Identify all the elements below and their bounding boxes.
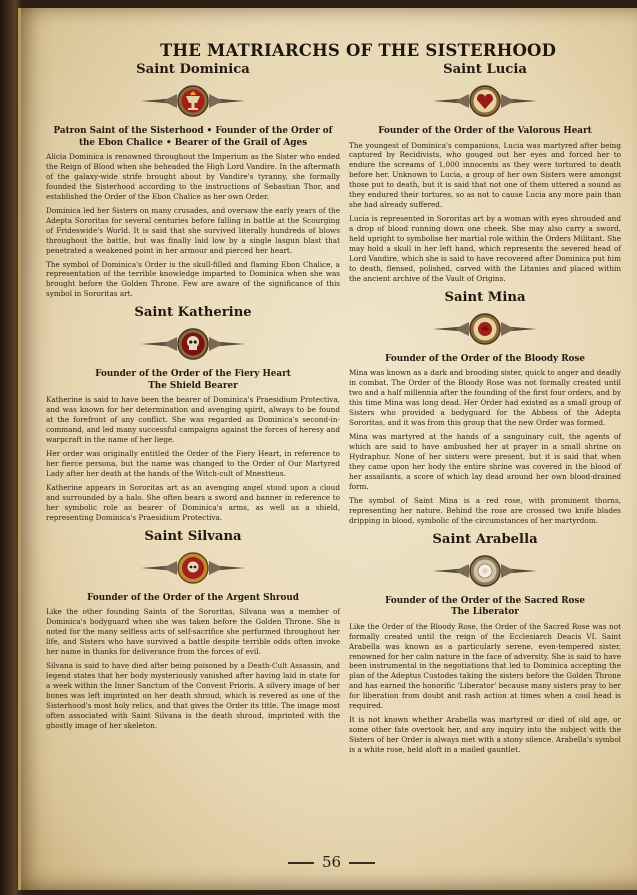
- paragraph: Mina was known as a dark and brooding sister, quick to anger and deadly in combat. The Order of the Bloody Rose was not formally created until two and a half millennia after the founding of the first four orders, and by this time Mina was long dead. Her Order had existed as a small group of Sisters who provided a bodyguard for the Abbess of the Adepta Sororitas, and it was from this group that the new Order was formed.: [349, 368, 621, 428]
- paragraph: Katherine is said to have been the bearer of Dominica's Praesidium Protectiva, and was known for her determination and avenging spirit, always to be found at the forefront of any conflict. She was regarded as Dominica's second-in-command, and led many successful campaigns against the forces of heresy and warpcraft in the name of her liege.: [46, 395, 340, 445]
- page-number: [280, 853, 380, 871]
- bleeding-heart-icon: [425, 82, 545, 120]
- section-mina: [349, 290, 621, 526]
- page-number-text: 56: [322, 853, 342, 871]
- emblem-mina: [425, 310, 545, 348]
- paragraph: Like the Order of the Bloody Rose, the Order of the Sacred Rose was not formally created until the reign of the Ecclesiarch Deacis VI. Saint Arabella was known as a particularly serene, even-tempered sister, renowned for her calm nature in the face of adversity. She is said to have been instrumental in the negotiations that led to Dominica accepting the plan of the Adeptus Custodes taking the sisters before the Golden Throne and has earned the honorific 'Liberator' because many sisters pray to her for liberation from doubt and rash action at times when a cool head is required.: [349, 621, 621, 711]
- subheading-mina: Founder of the Order of the Bloody Rose: [385, 353, 585, 364]
- paragraph: Alicia Dominica is renowned throughout the Imperium as the Sister who ended the Reign of Blood when she beheaded the High Lord Vandire. In the aftermath of the galaxy-wide strife brought about by Vandire's tyranny, she formally founded the Sisterhood according to the instructions of Sebastian Thor, and established the Order of the Ebon Chalice as her own Order.: [46, 152, 340, 201]
- section-title-katherine: Saint Katherine: [134, 305, 252, 321]
- skull-heart-icon: [133, 325, 253, 363]
- paragraph: The symbol of Dominica's Order is the skull-filled and flaming Ebon Chalice, a representation of the terrible knowledge imparted to Dominica when she was brought before the Golden Throne. Few are aware of the significance of this symbol in Sororitas art.: [46, 259, 340, 299]
- paragraph: Lucia is represented in Sororitas art by a woman with eyes shrouded and a drop of blood running down one cheek. She may also carry a sword, held upright to symbolise her martial role within the Orders Militant. She may hold a skull in her left hand, which represents the severed head of Lord Vandire, which she is said to have recovered after Dominica put him to death, flensed, polished, carved with the Litanies and placed within the ancient archive of the Vault of Origins.: [349, 214, 621, 283]
- emblem-lucia: [425, 82, 545, 120]
- skull-halo-icon: [133, 549, 253, 587]
- paragraph: Silvana is said to have died after being poisoned by a Death-Cult Assassin, and legend states that her body mysteriously vanished after having laid in state for a week within the Inner Sanctum of the Convent Prioris. A silvery image of her bones was left imprinted on her death shroud, which is revered as one of the Sisterhood's most holy relics, and that gives the Order its title. The image most often associated with Saint Silvana is the death shroud, imprinted with the ghostly image of her skeleton.: [46, 661, 340, 730]
- page-number-rule-right: [349, 862, 375, 864]
- paragraph: Like the other founding Saints of the Sororitas, Silvana was a member of Dominica's bodyguard when she was taken before the Golden Throne. She is noted for the many selfless acts of self-sacrifice she performed throughout her life, and Sisters who have survived a battle despite terrible odds often invoke her name in thanks for deliverance from the forces of evil.: [46, 607, 340, 657]
- paragraph: The youngest of Dominica's companions, Lucia was martyred after being captured by Recidivists, who gouged out her eyes and forced her to endure the screams of 1,000 innocents as they were tortured to death before her. Unknown to Lucia, a group of her own Sisters were amongst those put to death, but it is said that not one of them uttered a sound as they endured their tortures, so as not to cause Lucia any more pain than she had already suffered.: [349, 140, 621, 210]
- section-title-lucia: Saint Lucia: [443, 62, 527, 77]
- right-column: [349, 62, 621, 759]
- emblem-arabella: [425, 552, 545, 590]
- section-title-mina: Saint Mina: [444, 289, 526, 305]
- paragraph: Mina was martyred at the hands of a sanguinary cult, the agents of which are said to have ambushed her at prayer in a small shrine on Hydraphur. None of her sisters were present, but it is said that when they came upon her body the entire shrine was covered in the blood of her assailants, a score of which lay dead around her own blood-drained form.: [349, 432, 621, 491]
- section-katherine: [46, 305, 340, 522]
- paragraph: Her order was originally entitled the Order of the Fiery Heart, in reference to her fierce persona, but the name was changed to the Order of Our Martyred Lady after her death at the hands of the Witch-cult of Mnestteus.: [46, 449, 340, 479]
- white-rose-icon: [425, 552, 545, 590]
- section-dominica: [46, 62, 340, 299]
- section-title-arabella: Saint Arabella: [432, 531, 538, 547]
- subheading-katherine-1: Founder of the Order of the Fiery Heart: [95, 369, 291, 380]
- subheading-dominica: Patron Saint of the Sisterhood • Founder of the Order of the Ebon Chalice • Bearer of the Grail of Ages: [53, 126, 333, 148]
- rose-icon: [425, 310, 545, 348]
- section-title-dominica: Saint Dominica: [136, 62, 250, 77]
- left-column: [46, 62, 340, 735]
- subheading-arabella-1: Founder of the Order of the Sacred Rose: [385, 595, 585, 606]
- section-silvana: [46, 529, 340, 731]
- flaming-chalice-icon: [133, 82, 253, 120]
- section-lucia: [349, 62, 621, 284]
- section-title-silvana: Saint Silvana: [144, 528, 242, 544]
- paragraph: It is not known whether Arabella was martyred or died of old age, or some other fate overtook her, and any inquiry into the subject with the Sisters of her Order is always met with a stony silence. Arabella's symbol is a white rose, held aloft in a mailed gauntlet.: [349, 715, 621, 755]
- page-title: THE MATRIARCHS OF THE SISTERHOOD: [160, 41, 557, 60]
- paragraph: The symbol of Saint Mina is a red rose, with prominent thorns, representing her nature. Behind the rose are crossed two knife blades dripping in blood, symbolic of the circumstances of her martyrdom.: [349, 495, 621, 525]
- subheading-lucia: Founder of the Order of the Valorous Heart: [378, 126, 592, 136]
- page-number-rule-left: [288, 862, 314, 864]
- subheading-katherine-2: The Shield Bearer: [148, 380, 238, 391]
- emblem-silvana: [133, 549, 253, 587]
- subheading-arabella-2: The Liberator: [451, 607, 519, 618]
- emblem-dominica: [133, 82, 253, 120]
- section-arabella: [349, 532, 621, 755]
- paragraph: Dominica led her Sisters on many crusades, and oversaw the early years of the Adepta Sororitas for several centuries before falling in battle at the Scourging of Frideswide's World. It is said that she survived literally hundreds of blows throughout the battle, but was finally laid low by a single lasgun blast that penetrated a weakened point in her armour and pierced her heart.: [46, 205, 340, 255]
- emblem-katherine: [133, 325, 253, 363]
- subheading-silvana: Founder of the Order of the Argent Shroud: [87, 592, 299, 603]
- paragraph: Katherine appears in Sororitas art as an avenging angel stood upon a cloud and surrounded by a halo. She often bears a sword and banner in reference to her symbolic role as bearer of Dominica's arms, as well as a shield, representing Dominica's Praesidium Protectiva.: [46, 482, 340, 522]
